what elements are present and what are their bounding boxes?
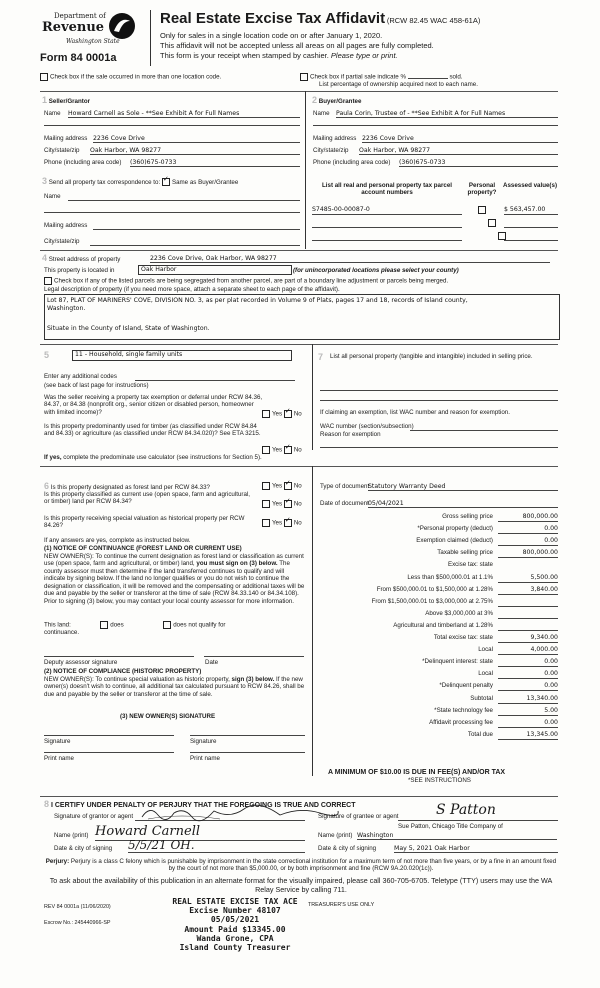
sec6-q2-answer[interactable]: Yes ✓ No xyxy=(262,500,302,508)
minimum-due: A MINIMUM OF $10.00 IS DUE IN FEE(S) AND/OR TAX xyxy=(328,769,506,776)
tax-row-label: Local xyxy=(478,646,493,654)
sec5-q1: Was the seller receiving a property tax exemption or deferral under RCW 84.36, 84.37, or 84.38 (nonprofit org., senior citizen or disabled person, homeowner with limited income)? xyxy=(44,394,263,416)
header-sub1: Only for sales in a single location code on or after January 1, 2020. xyxy=(160,31,383,40)
corr-name-input[interactable] xyxy=(68,200,300,201)
deputy-date-label: Date xyxy=(205,659,219,666)
perjury-text: Perjury: Perjury is a class C felony which is punishable by imprisonment in the state correctional institution for a maximum term of not more than five years, or by a fine in an amount fixed by the court of not more than $5,000.00, or by both imprisonment and fine (RCW 9A.20.020(1c)). xyxy=(45,858,557,873)
tax-row-value[interactable]: 0.00 xyxy=(498,537,558,546)
reason-label: Reason for exemption xyxy=(320,431,381,438)
escrow-number: Escrow No.: 245440966-SP xyxy=(44,920,111,926)
stamp-line: Amount Paid $13345.00 xyxy=(184,924,286,934)
sec6-q1-answer[interactable]: Yes ✓ No xyxy=(262,482,302,490)
owner-print-1-label: Print name xyxy=(44,755,74,762)
tax-row-value[interactable]: 0.00 xyxy=(498,682,558,691)
parcel-col-header: List all real and personal property tax parcel account numbers xyxy=(322,182,452,197)
notice3-head: (3) NEW OWNER(S) SIGNATURE xyxy=(120,713,216,720)
form-title: Real Estate Excise Tax Affidavit (RCW 82.45 WAC 458-61A) xyxy=(160,10,481,27)
see-instructions: *SEE INSTRUCTIONS xyxy=(408,777,471,784)
owner-sig-1[interactable] xyxy=(44,735,174,736)
header-sub3: This form is your receipt when stamped by cashier. Please type or print. xyxy=(160,51,398,60)
continuance-label: continuance. xyxy=(44,629,80,636)
grantor-name-label: Name (print) xyxy=(54,832,89,839)
seller-mail-input[interactable]: 2236 Cove Drive xyxy=(93,135,300,143)
tax-row-label: Subtotal xyxy=(470,694,493,702)
street-row: 4 Street address of property xyxy=(42,253,121,263)
accessibility-text: To ask about the availability of this publication in an alternate format for the visually impaired, please call 360-705-6705. Teletype (TTY) users may use the WA Relay Service by calling 711. xyxy=(49,876,553,894)
notice1-head: (1) NOTICE OF CONTINUANCE (FOREST LAND OR CURRENT USE) xyxy=(44,545,242,552)
deputy-sig-line[interactable] xyxy=(44,656,194,657)
dor-dept-line1: Department of xyxy=(54,12,106,20)
tax-row-value[interactable]: 3,840.00 xyxy=(498,586,558,595)
tax-row-value[interactable]: 800,000.00 xyxy=(498,549,558,558)
assessed-value-input[interactable] xyxy=(504,219,558,228)
tax-row-value[interactable] xyxy=(498,622,558,631)
tax-row-value[interactable]: 5,500.00 xyxy=(498,574,558,583)
multi-location-checkbox[interactable] xyxy=(40,73,48,81)
seller-phone-input[interactable]: (360)675-0733 xyxy=(130,159,300,167)
land-use-select[interactable]: 11 - Household, single family units xyxy=(72,350,292,361)
tax-row-label: *Personal property (deduct) xyxy=(417,525,493,533)
notice2-head: (2) NOTICE OF COMPLIANCE (HISTORIC PROPERTY) xyxy=(44,668,202,675)
buyer-city-label: City/state/zip xyxy=(313,147,349,154)
seller-city-input[interactable]: Oak Harbor, WA 98277 xyxy=(90,147,300,155)
sec6-q2: Is this property classified as current use (open space, farm and agricultural, or timber) land per RCW 84.34? xyxy=(44,491,251,506)
owner-print-1[interactable] xyxy=(44,752,174,753)
tax-row-label: Above $3,000,000 at 3% xyxy=(425,609,493,617)
doc-type-label: Type of document xyxy=(320,483,370,490)
tax-row-label: Gross selling price xyxy=(442,513,493,520)
sec5-num: 5 xyxy=(44,350,50,360)
deputy-sig-label: Deputy assessor signature xyxy=(44,659,118,666)
segregated-checkbox[interactable] xyxy=(44,277,52,285)
sec5-q2-answer[interactable]: Yes ✓ No xyxy=(262,446,302,454)
corr-city-label: City/state/zip xyxy=(44,238,80,245)
assessed-col-header: Assessed value(s) xyxy=(503,182,557,189)
tax-row-label: Exemption claimed (deduct) xyxy=(416,537,493,545)
tax-row-value[interactable] xyxy=(498,610,558,619)
tax-row-label: Taxable selling price xyxy=(437,549,493,557)
grantor-date-input[interactable]: 5/5/21 OH. xyxy=(128,838,305,853)
reason-input[interactable] xyxy=(320,447,558,448)
partial-list-note: List percentage of ownership acquired next to each name. xyxy=(319,81,478,88)
sec5-q1-answer[interactable]: Yes ✓ No xyxy=(262,410,302,418)
seller-heading: 1 Seller/Grantor xyxy=(42,95,91,105)
same-as-buyer-checkbox[interactable] xyxy=(162,178,170,186)
located-note: (for unincorporated locations please select your county) xyxy=(293,267,459,274)
sec7-personal-property: 7 xyxy=(318,352,324,362)
sec6-q1: 6 Is this property designated as forest land per RCW 84.33? xyxy=(44,481,210,491)
tax-row-value[interactable] xyxy=(498,598,558,607)
doc-type-input[interactable]: Statutory Warranty Deed xyxy=(368,483,558,491)
tax-row-label: From $1,500,000.01 to $3,000,000 at 2.75% xyxy=(371,597,493,605)
assessed-value-input[interactable]: $ 563,457.00 xyxy=(504,206,558,215)
tax-row-label: Excise tax: state xyxy=(447,561,493,569)
stamp-line: 05/05/2021 xyxy=(210,915,260,925)
partial-sale-check[interactable]: Check box if partial sale indicate % sold. xyxy=(300,73,463,81)
corr-mail-label: Mailing address xyxy=(44,222,88,229)
sec5-q2: Is this property predominantly used for timber (as classified under RCW 84.84 and 84.33) or agriculture (as classified under RCW 84.34.020)? See ETA 3215. xyxy=(44,423,261,438)
buyer-phone-label: Phone (including area code) xyxy=(313,159,391,166)
tax-row-label: Agricultural and timberland at 1.28% xyxy=(393,621,493,629)
corr-city-input[interactable] xyxy=(90,245,300,246)
tax-row-value[interactable]: 0.00 xyxy=(498,719,558,728)
tax-row-value[interactable]: 9,340.00 xyxy=(498,634,558,643)
located-label: This property is located in xyxy=(44,267,115,274)
wac-input[interactable] xyxy=(410,430,558,431)
sec6-instr: If any answers are yes, complete as instructed below. xyxy=(44,537,191,544)
addl-codes-label: Enter any additional codes xyxy=(44,373,117,380)
grantor-date-label: Date & city of signing xyxy=(54,845,113,852)
buyer-heading: 2 Buyer/Grantee xyxy=(312,95,362,105)
parcel-number-input[interactable] xyxy=(312,219,462,228)
seller-name-row: Name xyxy=(44,110,61,117)
seller-city-label: City/state/zip xyxy=(44,147,80,154)
correspondence-row: 3 Send all property tax correspondence to: ✓ Same as Buyer/Grantee xyxy=(42,176,238,187)
buyer-name-label: Name xyxy=(313,110,330,117)
treasurer-stamp xyxy=(160,897,310,952)
header-sub2: This affidavit will not be accepted unless all areas on all pages are fully completed. xyxy=(160,41,434,50)
notice2-body: NEW OWNER(S): To continue special valuation as historic property, sign (3) below. If the new owner(s) doesn't wish to continue, all additional tax calculated pursuant to RCW 84.26, shall be due and payable by the seller or transferor at the time of sale. xyxy=(44,676,305,698)
tax-row-value[interactable]: 800,000.00 xyxy=(498,513,558,522)
street-input[interactable]: 2236 Cove Drive, Oak Harbor, WA 98277 xyxy=(150,255,550,263)
owner-sig-2-label: Signature xyxy=(190,738,217,745)
deputy-date-line[interactable] xyxy=(204,656,304,657)
personal-col-header: Personal property? xyxy=(467,182,497,197)
grantee-sig-label: Signature of grantee or agent xyxy=(318,813,399,820)
tax-row-value[interactable]: 5.00 xyxy=(498,707,558,716)
parcel-number-input[interactable] xyxy=(312,232,462,241)
addl-codes-note: (see back of last page for instructions) xyxy=(44,382,149,389)
tax-row-label: Less than $500,000.01 at 1.1% xyxy=(407,573,493,581)
legal-description-box[interactable]: Lot 87, PLAT OF MARINERS' COVE, DIVISION NO. 3, as per plat recorded in Volume 9 of Plats, pages 17 and 18, records of Island county, Washington. Situate in the County of Island, State of Washington. xyxy=(44,294,560,340)
stamp-line: Wanda Grone, CPA xyxy=(196,933,274,943)
seller-phone-label: Phone (including area code) xyxy=(44,159,122,166)
located-select[interactable]: Oak Harbor xyxy=(138,265,292,275)
tax-row-value[interactable]: 13,340.00 xyxy=(498,695,558,704)
tax-row-label: Total excise tax: state xyxy=(433,634,493,641)
exemption-label: If claiming an exemption, list WAC number and reason for exemption. xyxy=(320,409,510,416)
grantee-agent: Sue Patton, Chicago Title Company of xyxy=(398,823,503,830)
buyer-city-input[interactable]: Oak Harbor, WA 98277 xyxy=(359,147,558,155)
doc-date-label: Date of document xyxy=(320,500,369,507)
sec6-q3-answer[interactable]: Yes ✓ No xyxy=(262,519,302,527)
tax-row-label: *Delinquent interest: state xyxy=(422,658,493,666)
doc-date-input[interactable]: 05/04/2021 xyxy=(368,500,558,508)
stamp-line: REAL ESTATE EXCISE TAX ACE xyxy=(172,897,298,906)
tax-row-value[interactable]: 0.00 xyxy=(498,670,558,679)
buyer-phone-input[interactable]: (360)675-0733 xyxy=(399,159,558,167)
multi-location-check[interactable]: Check box if the sale occurred in more than one location code. xyxy=(40,73,221,81)
certify-text: 8 I CERTIFY UNDER PENALTY OF PERJURY THAT THE FOREGOING IS TRUE AND CORRECT xyxy=(44,799,356,809)
dor-dept-line3: Washington State xyxy=(66,38,120,45)
form-number: Form 84 0001a xyxy=(40,52,117,64)
personal-property-checkbox[interactable] xyxy=(488,219,496,227)
grantee-name-label: Name (print) xyxy=(318,832,353,839)
buyer-mail-label: Mailing address xyxy=(313,135,357,142)
legal-label: Legal description of property (if you need more space, attach a separate sheet to each page of the affidavit). xyxy=(44,286,340,293)
parcel-number-input[interactable]: S7485-00-00087-0 xyxy=(312,206,462,215)
corr-mail-input[interactable] xyxy=(93,229,300,230)
assessed-value-input[interactable] xyxy=(504,232,558,241)
sec6-q3: Is this property receiving special valuation as historical property per RCW 84.26? xyxy=(44,515,245,530)
grantee-date-label: Date & city of signing xyxy=(318,845,377,852)
dor-logo xyxy=(38,10,148,50)
personal-property-checkbox[interactable] xyxy=(478,206,486,214)
tax-row-label: Affidavit processing fee xyxy=(429,718,493,726)
grantee-name-input[interactable]: Washington xyxy=(357,832,557,840)
wac-label: WAC number (section/subsection) xyxy=(320,423,414,430)
grantor-signature-scribble-icon xyxy=(140,803,340,823)
tax-row-label: Total due xyxy=(467,730,493,738)
stamp-line: Excise Number 48107 xyxy=(189,906,281,916)
notice1-body: NEW OWNER(S): To continue the current designation as forest land or classification as current use (open space, farm and agricultural, or timber) land, you must sign on (3) below. The county assessor must then determine if the land transferred continues to qualify and will indicate by signing below. If the land no longer qualifies or you do not wish to continue the designation or classification, it will be removed and the compensating or additional taxes will be due and payable by the seller or transferor at the time of sale (RCW 84.33.140 or 84.34.108). Prior to signing (3) below, you may contact your local county assessor for more information. xyxy=(44,553,305,605)
tax-row-label: Local xyxy=(478,670,493,678)
stamp-line: Island County Treasurer xyxy=(179,942,291,952)
tax-row-label: *Delinquent penalty xyxy=(439,682,493,690)
grantee-signature: S Patton xyxy=(436,802,496,818)
addl-codes-input[interactable] xyxy=(135,380,295,381)
tax-row-value[interactable]: 4,000.00 xyxy=(498,646,558,655)
buyer-name-input[interactable]: Paula Corin, Trustee of - **See Exhibit A for Full Names xyxy=(336,110,558,118)
owner-print-2[interactable] xyxy=(190,752,305,753)
sec7-personal-label: List all personal property (tangible and intangible) included in selling price. xyxy=(330,353,533,360)
dor-swoosh-icon xyxy=(108,12,136,40)
sec5-q2-note: If yes, complete the predominate use calculator (see instructions for Section 5). xyxy=(44,454,262,461)
does-checkbox[interactable] xyxy=(100,621,108,629)
grantor-name-input[interactable]: Howard Carnell xyxy=(95,824,305,841)
grantee-date-input[interactable]: May 5, 2021 Oak Harbor xyxy=(394,845,558,853)
seller-name-input[interactable]: Howard Carnell as Sole - **See Exhibit A for Full Names xyxy=(68,110,300,118)
owner-sig-2[interactable] xyxy=(190,735,305,736)
segregated-check[interactable]: Check box if any of the listed parcels are being segregated from another parcel, are part of a boundary line adjustment or parcels being merged. xyxy=(44,277,448,285)
tax-row-value[interactable]: 0.00 xyxy=(498,658,558,667)
owner-print-2-label: Print name xyxy=(190,755,220,762)
partial-sale-checkbox[interactable] xyxy=(300,73,308,81)
grantor-sig-label: Signature of grantor or agent xyxy=(54,813,134,820)
does-not-checkbox[interactable] xyxy=(163,621,171,629)
rev-number: REV 84 0001a (11/06/2020) xyxy=(44,904,111,910)
seller-mail-label: Mailing address xyxy=(44,135,88,142)
this-land-row: This land: does does not qualify for xyxy=(44,621,226,629)
tax-row-value[interactable]: 0.00 xyxy=(498,525,558,534)
grantee-sig-line[interactable] xyxy=(398,820,558,821)
corr-name-label: Name xyxy=(44,193,61,200)
owner-sig-1-label: Signature xyxy=(44,738,71,745)
tax-row-label: From $500,000.01 to $1,500,000 at 1.28% xyxy=(376,585,493,593)
tax-row-label: *State technology fee xyxy=(434,706,493,714)
tax-row-value[interactable]: 13,345.00 xyxy=(498,731,558,740)
treasurer-use: TREASURER'S USE ONLY xyxy=(308,902,375,908)
buyer-mail-input[interactable]: 2236 Cove Drive xyxy=(362,135,558,143)
dor-dept-line2: Revenue xyxy=(42,20,105,35)
